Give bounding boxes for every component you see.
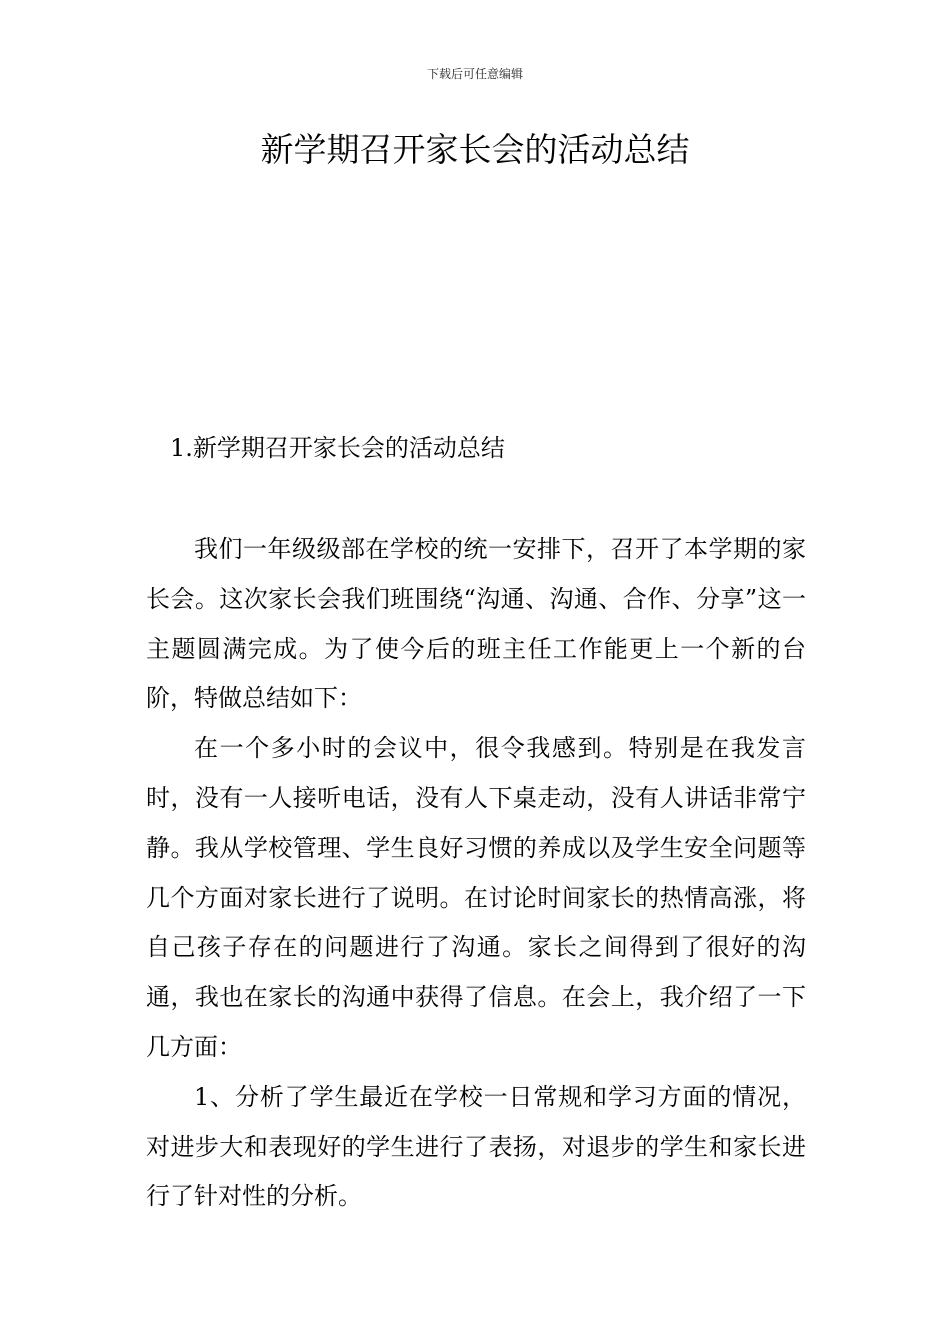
section-heading: 1.新学期召开家长会的活动总结 [170, 434, 505, 462]
paragraph-point-1: 1、分析了学生最近在学校一日常规和学习方面的情况，对进步大和表现好的学生进行了表扬，对退步的学生和家长进行了针对性的分析。 [146, 1082, 806, 1211]
paragraph-meeting: 在一个多小时的会议中，很令我感到。特别是在我发言时，没有一人接听电话，没有人下桌走动，没有人讲话非常宁静。我从学校管理、学生良好习惯的养成以及学生安全问题等几个方面对家长进行了说明。在讨论时间家长的热情高涨，将自己孩子存在的问题进行了沟通。家长之间得到了很好的沟通，我也在家长的沟通中获得了信息。在会上，我介绍了一下几方面： [146, 734, 806, 1061]
paragraph-intro: 我们一年级级部在学校的统一安排下，召开了本学期的家长会。这次家长会我们班围绕“沟通、沟通、合作、分享”这一主题圆满完成。为了使今后的班主任工作能更上一个新的台阶，特做总结如下： [146, 535, 806, 713]
page-title: 新学期召开家长会的活动总结 [260, 130, 690, 169]
body-text [146, 525, 806, 1222]
header-note: 下载后可任意编辑 [426, 67, 523, 81]
